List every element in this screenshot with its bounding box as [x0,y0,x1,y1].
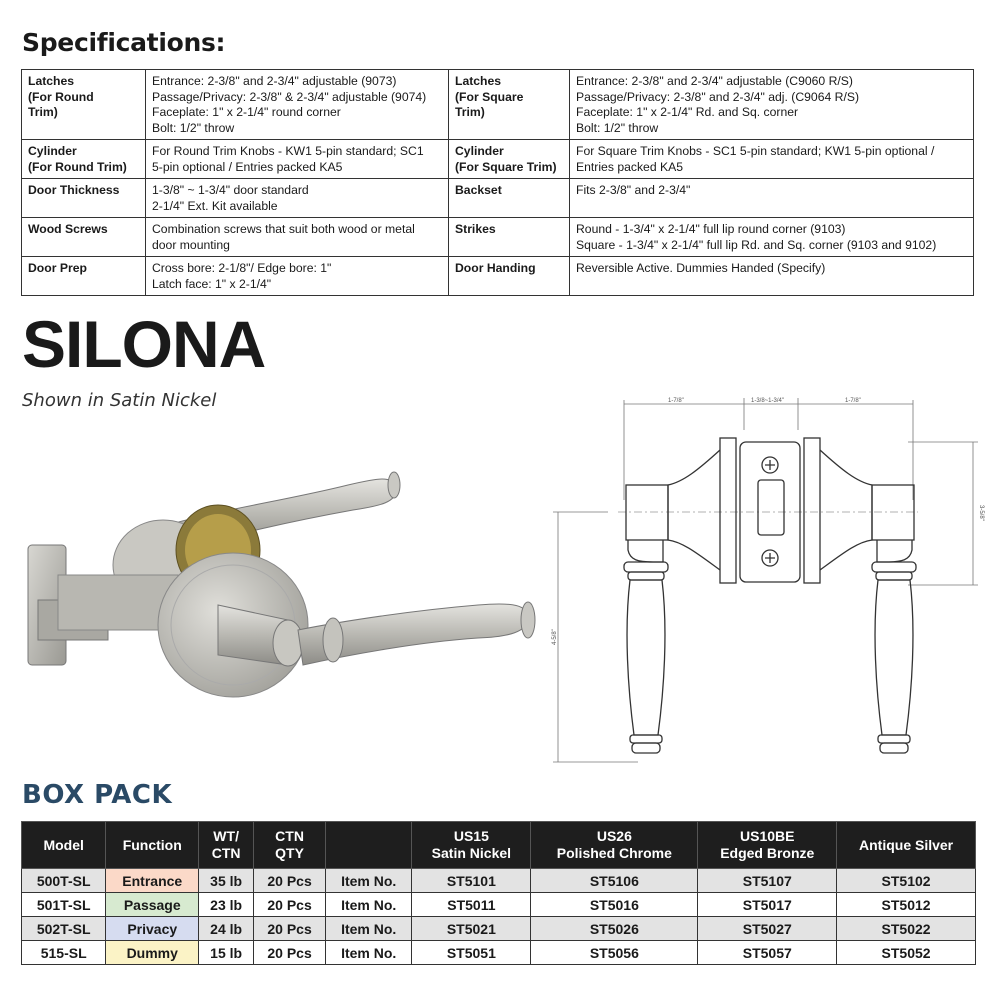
cell-qty: 20 Pcs [254,941,326,965]
cell-silver: ST5022 [837,917,976,941]
column-header: Antique Silver [837,822,976,869]
cell-us26: ST5106 [531,869,698,893]
dim-text-4: 3-5/8" [978,505,984,521]
cell-us10be: ST5027 [698,917,837,941]
cell-silver: ST5052 [837,941,976,965]
cell-model: 500T-SL [22,869,106,893]
column-header: US15 Satin Nickel [412,822,531,869]
column-header: US26 Polished Chrome [531,822,698,869]
dim-text-3: 1-7/8" [845,398,861,404]
cell-function: Entrance [106,869,199,893]
column-header: Model [22,822,106,869]
cell-us10be: ST5017 [698,893,837,917]
column-header: Function [106,822,199,869]
cell-us10be: ST5057 [698,941,837,965]
cell-qty: 20 Pcs [254,917,326,941]
cell-qty: 20 Pcs [254,893,326,917]
spec-label: Cylinder (For Round Trim) [22,140,146,179]
spec-label: Latches (For Square Trim) [449,70,570,140]
cell-item: Item No. [325,893,411,917]
column-header: CTN QTY [254,822,326,869]
cell-us26: ST5016 [531,893,698,917]
cell-wt: 35 lb [199,869,254,893]
dim-text-2: 1-3/8~1-3/4" [751,398,784,404]
spec-value: For Square Trim Knobs - SC1 5-pin standard; KW1 5-pin optional / Entries packed KA5 [570,140,974,179]
finish-caption: Shown in Satin Nickel [22,390,217,411]
dim-text-5: 4-5/8" [552,629,558,645]
technical-drawing [548,390,988,770]
spec-value: Round - 1-3/4" x 2-1/4" full lip round corner (9103) Square - 1-3/4" x 2-1/4" full lip Rd. and Sq. corner (9103 and 9102) [570,218,974,257]
table-row [22,869,976,893]
cell-qty: 20 Pcs [254,869,326,893]
spec-row [22,140,974,179]
table-row [22,893,976,917]
spec-value: Fits 2-3/8" and 2-3/4" [570,179,974,218]
cell-item: Item No. [325,941,411,965]
cell-us15: ST5101 [412,869,531,893]
cell-us15: ST5021 [412,917,531,941]
cell-wt: 23 lb [199,893,254,917]
spec-label: Door Thickness [22,179,146,218]
dim-text-1: 1-7/8" [668,398,684,404]
cell-silver: ST5102 [837,869,976,893]
table-row [22,917,976,941]
spec-value: Reversible Active. Dummies Handed (Specify) [570,257,974,296]
spec-value: Entrance: 2-3/8" and 2-3/4" adjustable (9073) Passage/Privacy: 2-3/8" & 2-3/4" adjustable (9074) Faceplate: 1" x 2-1/4" round corner Bolt: 1/2" throw [146,70,449,140]
box-pack-heading: BOX PACK [22,780,173,810]
cell-function: Passage [106,893,199,917]
spec-label: Backset [449,179,570,218]
spec-value: Entrance: 2-3/8" and 2-3/4" adjustable (C9060 R/S) Passage/Privacy: 2-3/8" and 2-3/4" adj. (C9064 R/S) Faceplate: 1" x 2-1/4" Rd. and Sq. corner Bolt: 1/2" throw [570,70,974,140]
spec-row [22,257,974,296]
cell-item: Item No. [325,917,411,941]
cell-model: 502T-SL [22,917,106,941]
spec-row [22,179,974,218]
spec-value: 1-3/8" ~ 1-3/4" door standard 2-1/4" Ext. Kit available [146,179,449,218]
specifications-table [21,69,974,296]
spec-value: For Round Trim Knobs - KW1 5-pin standard; SC1 5-pin optional / Entries packed KA5 [146,140,449,179]
product-photo [18,440,538,710]
spec-row [22,218,974,257]
cell-model: 515-SL [22,941,106,965]
cell-us10be: ST5107 [698,869,837,893]
column-header [325,822,411,869]
cell-silver: ST5012 [837,893,976,917]
cell-model: 501T-SL [22,893,106,917]
spec-label: Door Prep [22,257,146,296]
model-name: SILONA [22,307,266,381]
spec-label: Latches (For Round Trim) [22,70,146,140]
cell-function: Dummy [106,941,199,965]
cell-item: Item No. [325,869,411,893]
cell-wt: 24 lb [199,917,254,941]
spec-label: Strikes [449,218,570,257]
spec-row [22,70,974,140]
column-header: US10BE Edged Bronze [698,822,837,869]
spec-value: Combination screws that suit both wood or metal door mounting [146,218,449,257]
cell-us26: ST5026 [531,917,698,941]
cell-function: Privacy [106,917,199,941]
cell-wt: 15 lb [199,941,254,965]
column-header: WT/ CTN [199,822,254,869]
spec-label: Cylinder (For Square Trim) [449,140,570,179]
box-pack-table [21,821,976,965]
spec-value: Cross bore: 2-1/8"/ Edge bore: 1" Latch face: 1" x 2-1/4" [146,257,449,296]
cell-us15: ST5011 [412,893,531,917]
spec-label: Door Handing [449,257,570,296]
specifications-heading: Specifications: [22,28,226,57]
spec-label: Wood Screws [22,218,146,257]
cell-us15: ST5051 [412,941,531,965]
table-row [22,941,976,965]
cell-us26: ST5056 [531,941,698,965]
